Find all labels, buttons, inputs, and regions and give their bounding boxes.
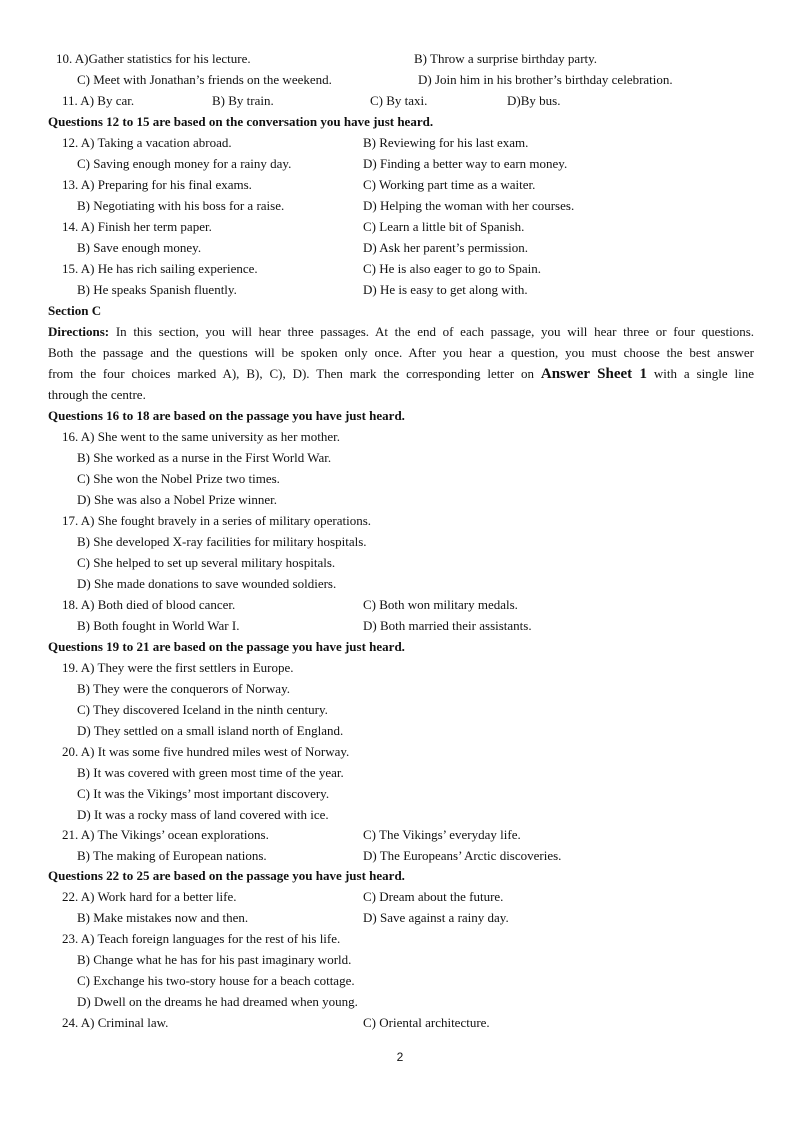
q11-option-d: D)By bus. <box>507 93 561 108</box>
q13-option-c: C) Working part time as a waiter. <box>363 177 536 192</box>
q15-option-b: B) He speaks Spanish fluently. <box>77 282 237 297</box>
q14-option-b: B) Save enough money. <box>77 240 202 255</box>
q11-option-a: 11. A) By car. <box>62 93 135 108</box>
q12-option-c: C) Saving enough money for a rainy day. <box>77 156 292 171</box>
q18-option-a: 18. A) Both died of blood cancer. <box>62 597 236 612</box>
q23-option-a: 23. A) Teach foreign languages for the rest of his life. <box>62 931 341 946</box>
page-number: 2 <box>396 1050 404 1064</box>
q19-option-a: 19. A) They were the first settlers in Europe. <box>62 660 294 675</box>
q24-option-a: 24. A) Criminal law. <box>62 1015 169 1030</box>
directions-line-4 <box>48 387 754 403</box>
q18-option-b: B) Both fought in World War I. <box>77 618 240 633</box>
q13-option-d: D) Helping the woman with her courses. <box>363 198 575 213</box>
directions-text-4: through the centre. <box>48 387 146 402</box>
q10-option-d: D) Join him in his brother’s birthday celebration. <box>418 72 673 87</box>
q22-option-d: D) Save against a rainy day. <box>363 910 509 925</box>
section-c-title: Section C <box>48 303 102 318</box>
q12-option-b: B) Reviewing for his last exam. <box>363 135 529 150</box>
q13-option-b: B) Negotiating with his boss for a raise. <box>77 198 285 213</box>
q18-option-c: C) Both won military medals. <box>363 597 518 612</box>
q12-option-d: D) Finding a better way to earn money. <box>363 156 568 171</box>
directions-line-1 <box>48 324 754 340</box>
q20-option-b: B) It was covered with green most time of the year. <box>77 765 344 780</box>
q16-option-b: B) She worked as a nurse in the First World War. <box>77 450 332 465</box>
q11-option-c: C) By taxi. <box>370 93 428 108</box>
q23-option-b: B) Change what he has for his past imaginary world. <box>77 952 352 967</box>
q21-option-c: C) The Vikings’ everyday life. <box>363 827 521 842</box>
q20-option-a: 20. A) It was some five hundred miles west of Norway. <box>62 744 350 759</box>
q22-option-b: B) Make mistakes now and then. <box>77 910 249 925</box>
q24-option-c: C) Oriental architecture. <box>363 1015 490 1030</box>
q20-option-d: D) It was a rocky mass of land covered with ice. <box>77 807 329 822</box>
group-19-21-heading: Questions 19 to 21 are based on the passage you have just heard. <box>48 639 405 654</box>
directions-label: Directions: <box>48 324 110 339</box>
directions-line-2 <box>48 345 754 361</box>
q19-option-c: C) They discovered Iceland in the ninth century. <box>77 702 328 717</box>
q17-option-a: 17. A) She fought bravely in a series of military operations. <box>62 513 372 528</box>
q15-option-c: C) He is also eager to go to Spain. <box>363 261 541 276</box>
q14-option-d: D) Ask her parent’s permission. <box>363 240 529 255</box>
group-12-15-heading: Questions 12 to 15 are based on the conversation you have just heard. <box>48 114 434 129</box>
q13-option-a: 13. A) Preparing for his final exams. <box>62 177 252 192</box>
q23-option-d: D) Dwell on the dreams he had dreamed when young. <box>77 994 358 1009</box>
q18-option-d: D) Both married their assistants. <box>363 618 532 633</box>
q15-option-a: 15. A) He has rich sailing experience. <box>62 261 258 276</box>
q10-option-b: B) Throw a surprise birthday party. <box>414 51 598 66</box>
q10-option-c: C) Meet with Jonathan’s friends on the weekend. <box>77 72 332 87</box>
q17-option-c: C) She helped to set up several military hospitals. <box>77 555 336 570</box>
directions-text-1: In this section, you will hear three passages. At the end of each passage, you will hear three or four questions. <box>109 324 754 339</box>
q21-option-d: D) The Europeans’ Arctic discoveries. <box>363 848 562 863</box>
q11-option-b: B) By train. <box>212 93 274 108</box>
q22-option-c: C) Dream about the future. <box>363 889 504 904</box>
q12-option-a: 12. A) Taking a vacation abroad. <box>62 135 232 150</box>
answer-sheet-emphasis: Answer Sheet 1 <box>540 366 648 382</box>
q14-option-c: C) Learn a little bit of Spanish. <box>363 219 525 234</box>
q14-option-a: 14. A) Finish her term paper. <box>62 219 212 234</box>
q23-option-c: C) Exchange his two-story house for a beach cottage. <box>77 973 355 988</box>
directions-text-3-post: with a single line <box>647 366 754 381</box>
q16-option-c: C) She won the Nobel Prize two times. <box>77 471 280 486</box>
group-16-18-heading: Questions 16 to 18 are based on the passage you have just heard. <box>48 408 405 423</box>
q19-option-b: B) They were the conquerors of Norway. <box>77 681 290 696</box>
directions-line-3 <box>48 366 754 382</box>
q20-option-c: C) It was the Vikings’ most important discovery. <box>77 786 330 801</box>
q21-option-b: B) The making of European nations. <box>77 848 267 863</box>
group-22-25-heading: Questions 22 to 25 are based on the passage you have just heard. <box>48 868 405 883</box>
directions-text-2: Both the passage and the questions will be spoken only once. After you hear a question, you must choose the best answer <box>48 345 754 360</box>
q15-option-d: D) He is easy to get along with. <box>363 282 528 297</box>
q16-option-d: D) She was also a Nobel Prize winner. <box>77 492 278 507</box>
q19-option-d: D) They settled on a small island north of England. <box>77 723 344 738</box>
q22-option-a: 22. A) Work hard for a better life. <box>62 889 237 904</box>
q10-option-a: 10. A)Gather statistics for his lecture. <box>56 51 251 66</box>
directions-text-3-pre: from the four choices marked A), B), C), D). Then mark the corresponding letter on <box>48 366 541 381</box>
q16-option-a: 16. A) She went to the same university as her mother. <box>62 429 341 444</box>
q21-option-a: 21. A) The Vikings’ ocean explorations. <box>62 827 269 842</box>
q17-option-b: B) She developed X-ray facilities for military hospitals. <box>77 534 367 549</box>
q17-option-d: D) She made donations to save wounded soldiers. <box>77 576 337 591</box>
